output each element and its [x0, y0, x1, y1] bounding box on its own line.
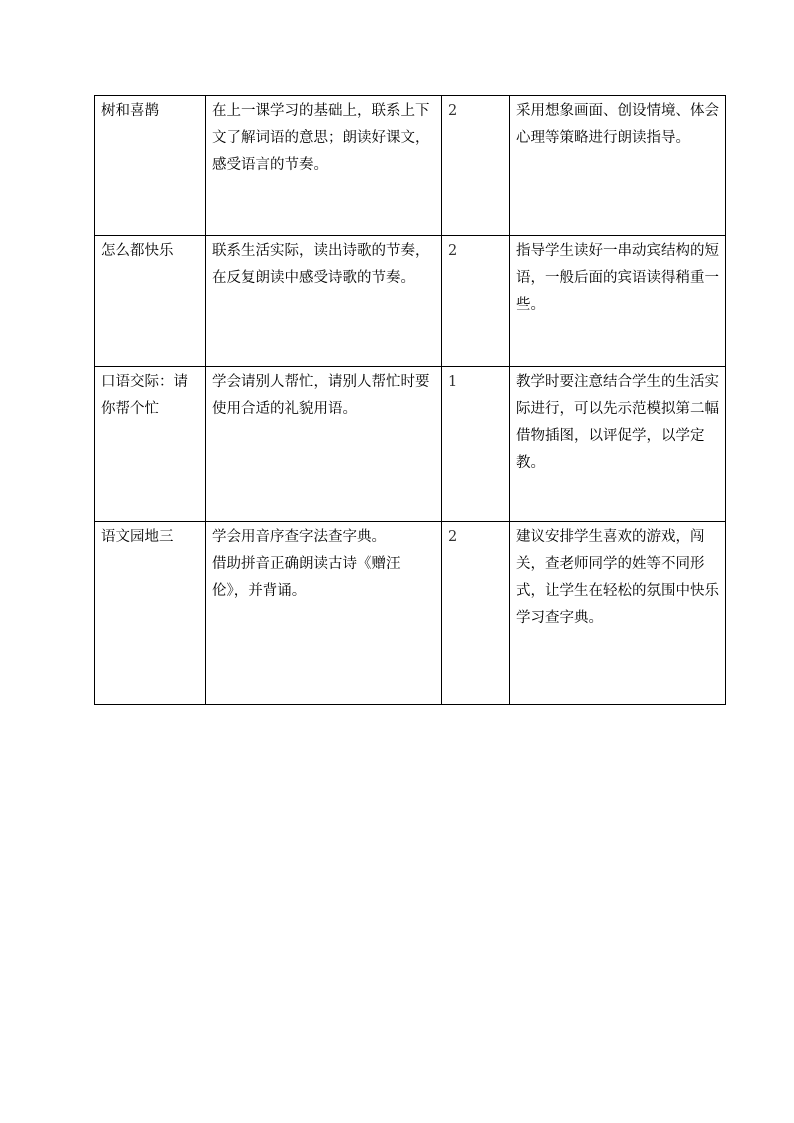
goal-line: 学会用音序查字法查字典。: [212, 529, 386, 545]
teaching-advice-cell: 指导学生读好一串动宾结构的短语，一般后面的宾语读得稍重一些。: [510, 236, 726, 367]
goal-line: 借助拼音正确朗读古诗《赠汪伦》，并背诵。: [212, 556, 401, 599]
teaching-advice-cell: 采用想象画面、创设情境、体会心理等策略进行朗读指导。: [510, 96, 726, 236]
table-row: [95, 522, 726, 705]
lesson-plan-table: [94, 95, 726, 705]
lesson-goal-cell: [206, 522, 442, 705]
class-hours-cell: 2: [442, 236, 510, 367]
lesson-title-cell: 语文园地三: [95, 522, 206, 705]
lesson-title-cell: 树和喜鹊: [95, 96, 206, 236]
lesson-title-cell: 怎么都快乐: [95, 236, 206, 367]
goal-line: 学会请别人帮忙，请别人帮忙时要使用合适的礼貌用语。: [212, 374, 430, 417]
class-hours-cell: 2: [442, 522, 510, 705]
class-hours-cell: 2: [442, 96, 510, 236]
class-hours-cell: 1: [442, 367, 510, 522]
goal-line: 在上一课学习的基础上，联系上下文了解词语的意思；朗读好课文，感受语言的节奏。: [212, 103, 430, 173]
teaching-advice-cell: 建议安排学生喜欢的游戏，闯关，查老师同学的姓等不同形式，让学生在轻松的氛围中快乐学习查字典。: [510, 522, 726, 705]
lesson-goal-cell: [206, 96, 442, 236]
table-row: [95, 367, 726, 522]
teaching-advice-cell: 教学时要注意结合学生的生活实际进行，可以先示范模拟第二幅借物插图，以评促学，以学定教。: [510, 367, 726, 522]
lesson-goal-cell: [206, 367, 442, 522]
lesson-title-cell: 口语交际：请你帮个忙: [95, 367, 206, 522]
lesson-goal-cell: [206, 236, 442, 367]
goal-line: 联系生活实际，读出诗歌的节奏，在反复朗读中感受诗歌的节奏。: [212, 243, 430, 286]
table-row: [95, 236, 726, 367]
table-row: [95, 96, 726, 236]
